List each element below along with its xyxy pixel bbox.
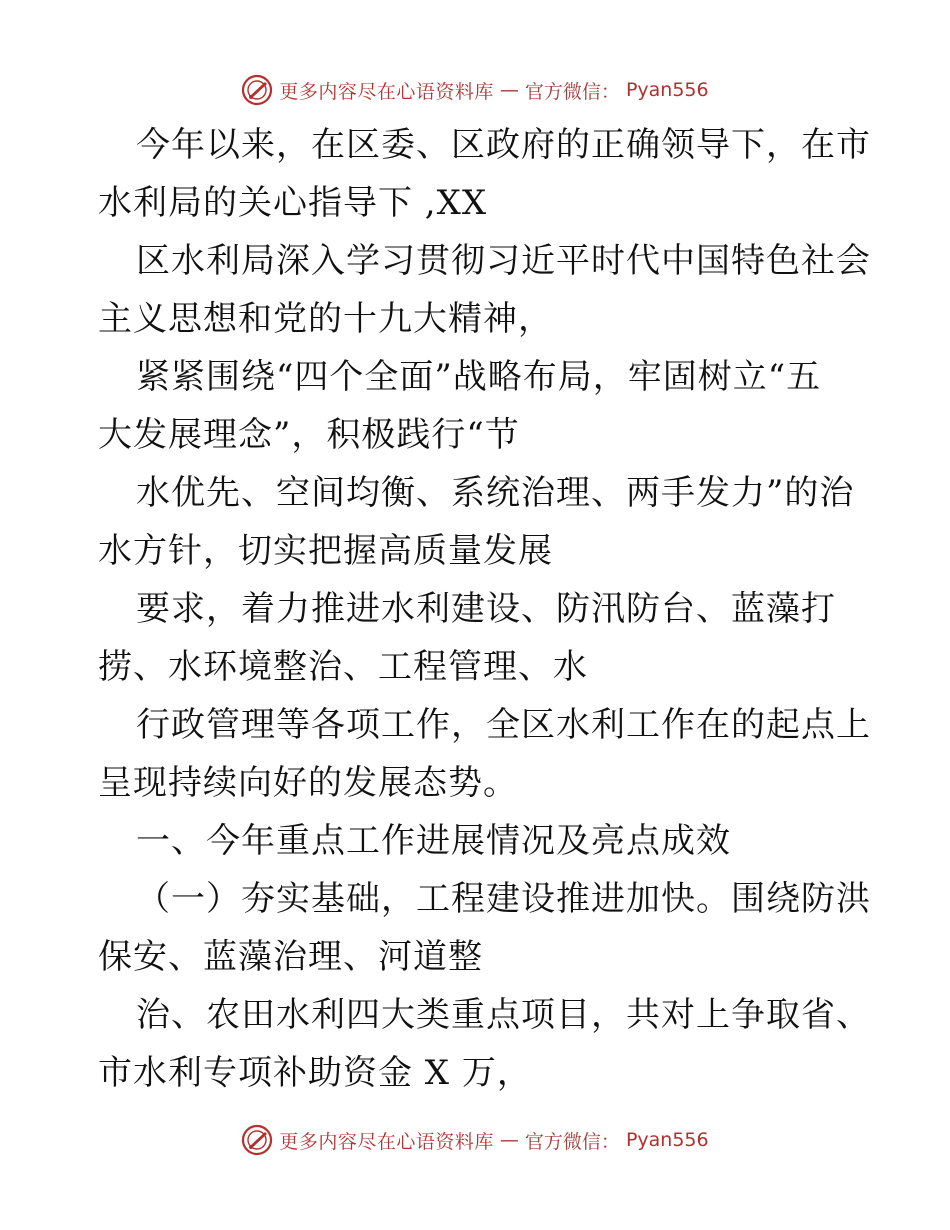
body-line: 市水利专项补助资金 X 万， bbox=[98, 1053, 532, 1093]
body-line: 呈现持续向好的发展态势。 bbox=[98, 763, 518, 803]
body-line: 水优先、空间均衡、系统治理、两手发力”的治 bbox=[136, 473, 855, 513]
banner-wechat-label: 官方微信： bbox=[524, 80, 620, 103]
document-body bbox=[98, 116, 871, 1102]
body-line: 治、农田水利四大类重点项目，共对上争取省、 bbox=[136, 995, 871, 1035]
brand-logo-icon bbox=[241, 1124, 273, 1156]
banner-wechat-id: Pyan556 bbox=[625, 79, 709, 101]
subsection-heading: （一）夯实基础，工程建设推进加快。围绕防洪 bbox=[136, 879, 871, 919]
brand-logo-icon bbox=[241, 74, 273, 106]
banner-main-text: 更多内容尽在心语资料库 bbox=[279, 1130, 494, 1153]
banner-dash: — bbox=[499, 1129, 519, 1151]
body-line: 紧紧围绕“四个全面”战略布局，牢固树立“五 bbox=[136, 357, 822, 397]
header-watermark-banner bbox=[0, 70, 950, 110]
footer-watermark-banner bbox=[0, 1120, 950, 1160]
body-line: 行政管理等各项工作，全区水利工作在的起点上 bbox=[136, 705, 871, 745]
body-line: 水利局的关心指导下 ,XX bbox=[98, 183, 488, 223]
banner-main-text: 更多内容尽在心语资料库 bbox=[279, 80, 494, 103]
body-line: 保安、蓝藻治理、河道整 bbox=[98, 937, 483, 977]
body-line: 今年以来，在区委、区政府的正确领导下，在市 bbox=[136, 125, 871, 165]
banner-wechat-id: Pyan556 bbox=[625, 1129, 709, 1151]
section-heading: 一、今年重点工作进展情况及亮点成效 bbox=[136, 821, 731, 861]
body-line: 要求，着力推进水利建设、防汛防台、蓝藻打 bbox=[136, 589, 836, 629]
body-line: 捞、水环境整治、工程管理、水 bbox=[98, 647, 588, 687]
body-line: 主义思想和党的十九大精神， bbox=[98, 299, 553, 339]
body-line: 大发展理念”，积极践行“节 bbox=[98, 415, 520, 455]
banner-dash: — bbox=[499, 79, 519, 101]
body-line: 区水利局深入学习贯彻习近平时代中国特色社会 bbox=[136, 241, 871, 281]
body-line: 水方针，切实把握高质量发展 bbox=[98, 531, 553, 571]
banner-wechat-label: 官方微信： bbox=[524, 1130, 620, 1153]
